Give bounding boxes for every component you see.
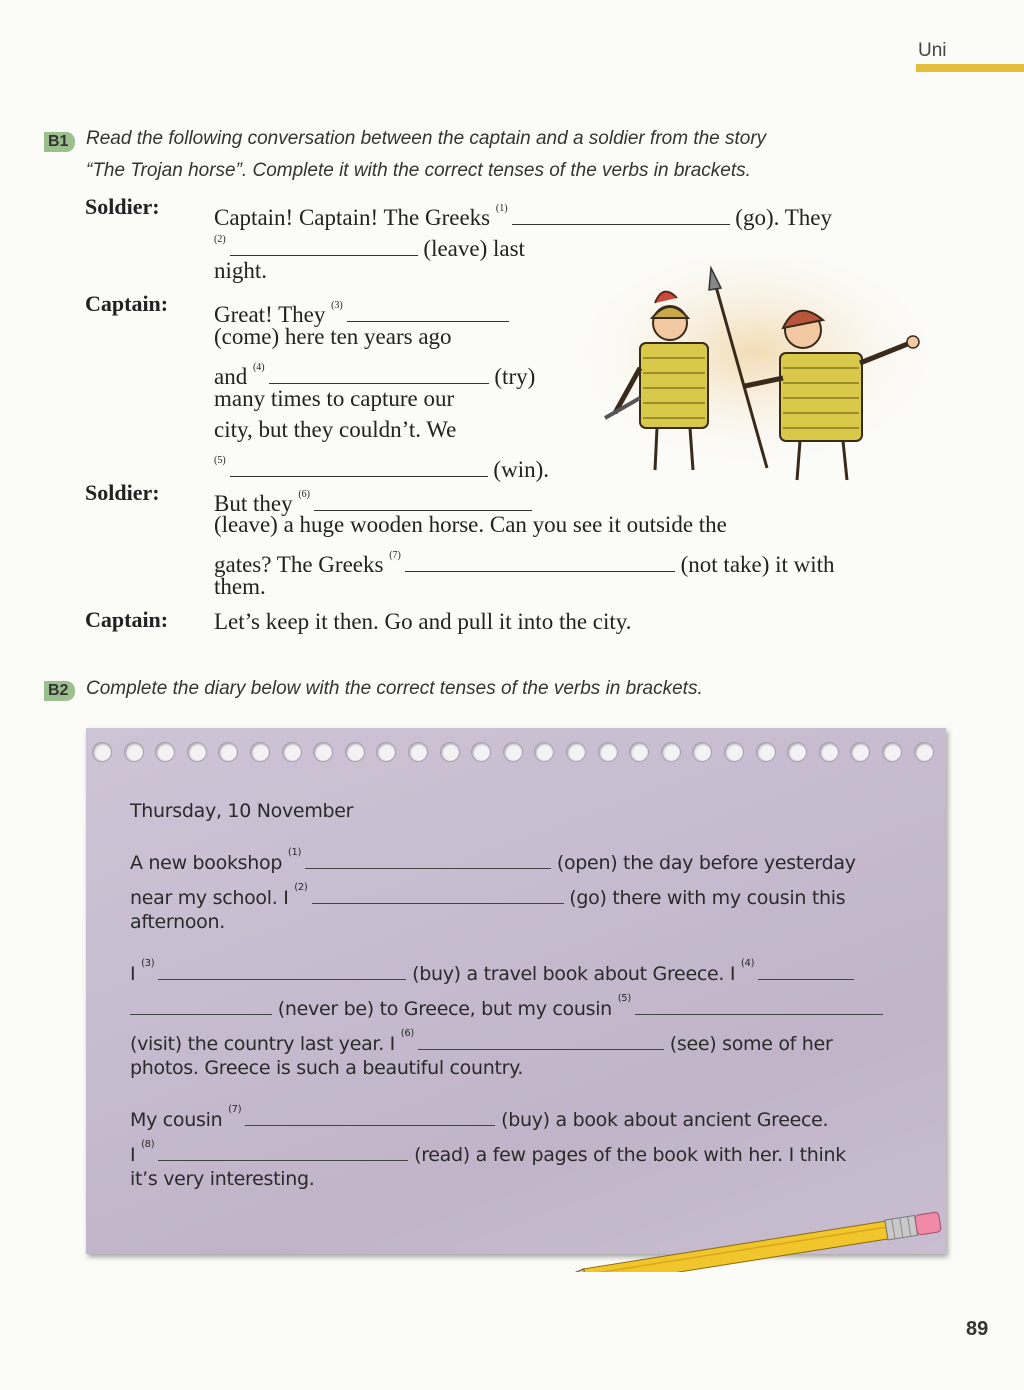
diary-blank-1[interactable] xyxy=(305,850,551,869)
dialogue-text: Captain! Captain! The Greeks xyxy=(214,205,491,230)
spiral-hole xyxy=(566,742,586,762)
spiral-hole xyxy=(345,742,365,762)
spiral-hole xyxy=(787,742,807,762)
diary-text: (buy) a travel book about Greece. I xyxy=(412,963,736,985)
answer-blank-1[interactable] xyxy=(512,204,730,225)
spiral-hole xyxy=(313,742,333,762)
unit-bar xyxy=(916,64,1024,72)
exercise-badge-b2: B2 xyxy=(44,681,75,701)
page-number: 89 xyxy=(966,1318,989,1340)
blank-number: (4) xyxy=(252,362,265,373)
blank-number: (3) xyxy=(141,958,155,969)
speaker-soldier: Soldier: xyxy=(85,194,160,219)
blank-number: (5) xyxy=(214,455,226,466)
exercise-badge-b1: B1 xyxy=(44,132,75,152)
dialogue-text: (win). xyxy=(493,457,549,482)
answer-blank-3[interactable] xyxy=(347,301,509,322)
dialogue-line: (come) here ten years ago xyxy=(214,324,452,349)
spiral-hole xyxy=(724,742,744,762)
dialogue-text: (leave) last xyxy=(423,236,525,261)
b1-instruction-line2: “The Trojan horse”. Complete it with the correct tenses of the verbs in brackets. xyxy=(86,160,751,181)
answer-blank-6[interactable] xyxy=(314,490,532,511)
diary-text: (go) there with my cousin this xyxy=(569,887,846,909)
blank-number: (1) xyxy=(287,847,302,858)
diary-text: (open) the day before yesterday xyxy=(556,852,856,874)
spiral-hole xyxy=(376,742,396,762)
dialogue-line: (leave) a huge wooden horse. Can you see it outside the xyxy=(214,512,727,537)
diary-text: (visit) the country last year. I xyxy=(130,1033,395,1055)
spiral-hole xyxy=(408,742,428,762)
dialogue-text: (not take) it with xyxy=(680,552,835,577)
blank-number: (7) xyxy=(228,1104,242,1115)
dialogue-text: But they xyxy=(214,491,293,516)
diary-blank-2[interactable] xyxy=(312,885,564,904)
blank-number: (7) xyxy=(389,550,401,561)
spiral-hole xyxy=(756,742,776,762)
diary-text: (read) a few pages of the book with her. I think xyxy=(414,1144,846,1166)
blank-number: (4) xyxy=(740,958,755,969)
blank-number: (6) xyxy=(400,1028,414,1039)
diary-text: My cousin xyxy=(130,1109,223,1131)
diary-text: near my school. I xyxy=(130,887,289,909)
pencil-icon xyxy=(530,1192,950,1272)
diary-text: (buy) a book about ancient Greece. xyxy=(501,1109,829,1131)
dialogue-line: them. xyxy=(214,574,266,599)
dialogue-line: night. xyxy=(214,258,268,283)
spiral-hole xyxy=(819,742,839,762)
dialogue-text: gates? The Greeks xyxy=(214,552,384,577)
diary-blank-5[interactable] xyxy=(635,996,883,1015)
diary-text: (never be) to Greece, but my cousin xyxy=(277,998,612,1020)
answer-blank-2[interactable] xyxy=(230,235,418,256)
dialogue-text: (try) xyxy=(494,364,536,389)
diary-line: photos. Greece is such a beautiful country. xyxy=(130,1057,524,1079)
blank-number: (3) xyxy=(331,300,343,311)
spiral-hole xyxy=(850,742,870,762)
speaker-captain: Captain: xyxy=(85,607,169,632)
diary-text: I xyxy=(130,963,136,985)
spiral-hole xyxy=(282,742,302,762)
spiral-hole xyxy=(440,742,460,762)
spiral-hole xyxy=(218,742,238,762)
answer-blank-7[interactable] xyxy=(405,551,675,572)
speaker-soldier: Soldier: xyxy=(85,480,160,505)
diary-blank-3[interactable] xyxy=(158,961,406,980)
spiral-hole xyxy=(503,742,523,762)
diary-line: afternoon. xyxy=(130,911,225,933)
diary-text: I xyxy=(130,1144,136,1166)
diary-text: (see) some of her xyxy=(669,1033,833,1055)
diary-blank-4-continued[interactable] xyxy=(130,996,272,1015)
b1-instruction-line1: Read the following conversation between the captain and a soldier from the story xyxy=(86,128,767,149)
blank-number: (1) xyxy=(495,203,508,214)
dialogue-text: (go). They xyxy=(735,205,832,230)
dialogue-text: and xyxy=(214,364,248,389)
spiral-hole xyxy=(187,742,207,762)
dialogue-line: many times to capture our xyxy=(214,386,455,411)
spiral-hole xyxy=(629,742,649,762)
dialogue-line: Let’s keep it then. Go and pull it into the city. xyxy=(214,609,632,634)
dialogue-line xyxy=(214,540,835,580)
answer-blank-4[interactable] xyxy=(269,363,489,384)
blank-number: (5) xyxy=(617,993,631,1004)
spiral-hole xyxy=(598,742,618,762)
diary-blank-8[interactable] xyxy=(158,1142,408,1161)
trojan-soldiers-illustration xyxy=(585,258,930,486)
spiral-hole xyxy=(914,742,934,762)
diary-line: it’s very interesting. xyxy=(130,1168,315,1190)
spiral-hole xyxy=(471,742,491,762)
dialogue-text: Great! They xyxy=(214,302,326,327)
diary-blank-6[interactable] xyxy=(418,1031,664,1050)
spiral-hole xyxy=(92,742,112,762)
spiral-hole xyxy=(692,742,712,762)
dialogue-line: city, but they couldn’t. We xyxy=(214,417,457,442)
blank-number: (2) xyxy=(294,882,308,893)
unit-label: Uni xyxy=(918,40,947,61)
blank-number: (8) xyxy=(141,1139,155,1150)
diary-date: Thursday, 10 November xyxy=(130,800,354,822)
diary-line xyxy=(130,870,845,916)
spiral-hole xyxy=(661,742,681,762)
diary-blank-7[interactable] xyxy=(245,1107,495,1126)
diary-text: A new bookshop xyxy=(130,852,283,874)
spiral-hole xyxy=(250,742,270,762)
speaker-captain: Captain: xyxy=(85,291,169,316)
answer-blank-5[interactable] xyxy=(230,456,488,477)
blank-number: (2) xyxy=(214,234,226,245)
spiral-hole xyxy=(124,742,144,762)
spiral-hole xyxy=(155,742,175,762)
diary-notebook-page xyxy=(86,728,946,1254)
spiral-hole xyxy=(882,742,902,762)
diary-blank-4[interactable] xyxy=(758,961,854,980)
b2-instruction: Complete the diary below with the correct tenses of the verbs in brackets. xyxy=(86,678,703,699)
blank-number: (6) xyxy=(298,489,311,500)
spiral-hole xyxy=(534,742,554,762)
